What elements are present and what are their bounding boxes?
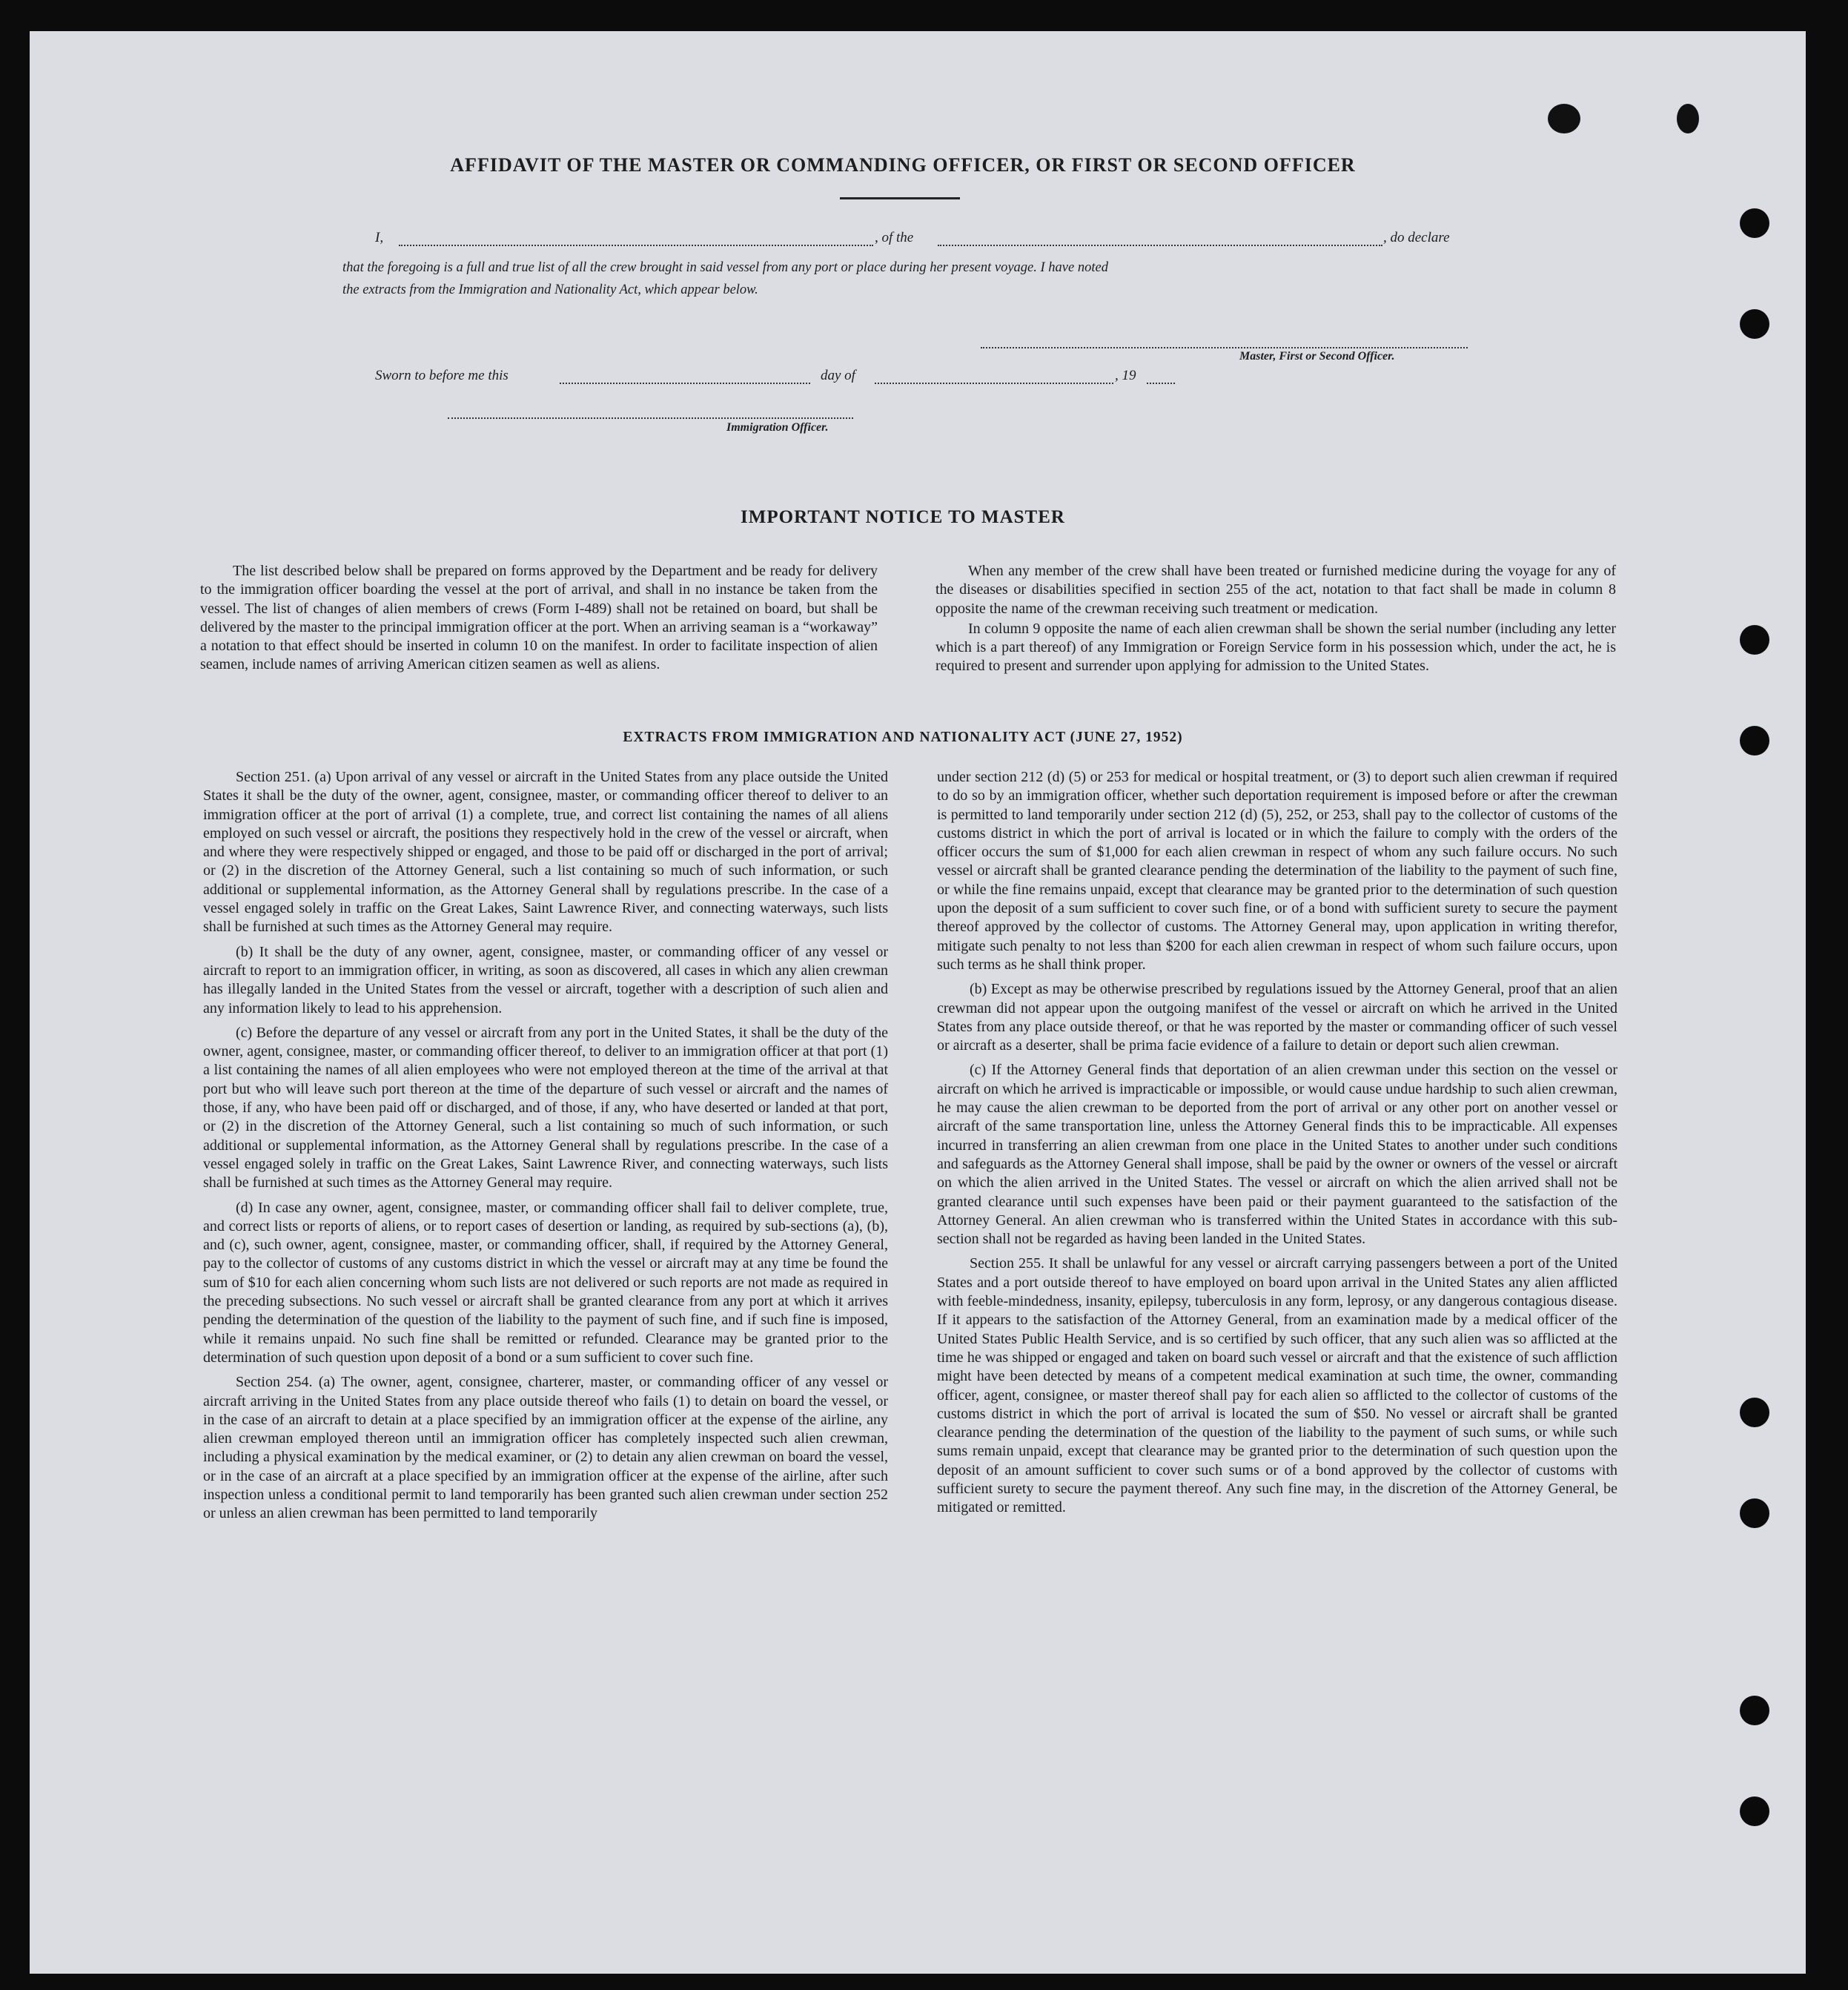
extracts-right-column [937,768,1617,1524]
notice-right-paragraph-1: When any member of the crew shall have been treated or furnished medicine during the voyage for any of the diseases or disabilities specified in section 255 of the act, notation to that fact shall be made in column 8 opposite the name of the crewman receiving such treatment or medication. [935,563,1616,617]
punch-hole [1740,625,1769,655]
notice-right-paragraph-2: In column 9 opposite the name of each alien crewman shall be shown the serial number (including any letter which is a part thereof) of any Immigration or Foreign Service form in his possession which, under the act, he is required to present and surrender upon applying for admission to the United States. [935,620,1616,675]
notice-left-paragraph: The list described below shall be prepared on forms approved by the Department and be ready for delivery to the immigration officer boarding the vessel at the port of arrival, and shall in no instance be taken from the vessel. The list of changes of alien members of crews (Form I-489) shall not be retained on board, but shall be delivered by the master to the principal immigration officer at the port. When an arriving seaman is a “workaway” a notation to that effect should be inserted in column 10 on the manifest. In order to facilitate inspection of alien seamen, include names of arriving American citizen seamen as well as aliens. [200,563,878,673]
sworn-label: Sworn to before me this [375,368,509,383]
officer-signature-line[interactable] [448,417,853,419]
affidavit-statement-line-2: the extracts from the Immigration and Nationality Act, which appear below. [342,282,758,297]
year-blank[interactable] [1147,383,1175,384]
day-of-label: day of [821,368,855,383]
notice-title: IMPORTANT NOTICE TO MASTER [741,507,1065,527]
extracts-title: EXTRACTS FROM IMMIGRATION AND NATIONALITY ACT (JUNE 27, 1952) [623,730,1183,745]
punch-hole [1740,1696,1769,1725]
notice-left-column [200,562,878,681]
vessel-blank[interactable] [938,245,1382,246]
punch-hole [1740,1498,1769,1528]
punch-hole [1740,1398,1769,1427]
section-251-d: (d) In case any owner, agent, consignee, master, or commanding officer shall fail to deliver complete, true, and correct lists or reports of aliens, or to report cases of desertion or landing, as required by sub-sections (a), (b), and (c), such owner, agent, consignee, master, or commanding officer, shall, if required by the Attorney General, pay to the collector of customs of any customs district in which the vessel or aircraft may at any time be found the sum of $10 for each alien concerning whom such lists are not delivered or such reports are not made as required in the preceding subsections. No such vessel or aircraft shall be granted clearance from any port at which it arrives pending the determination of the question of the liability to the payment of such fine, and if such fine is imposed, while it remains unpaid. No such fine shall be remitted or refunded. Clearance may be granted prior to the determination of such question upon deposit of a bond or a sum sufficient to cover such fine. [203,1199,888,1366]
section-255: Section 255. It shall be unlawful for any vessel or aircraft carrying passengers between a port of the United States and a port outside thereof to have employed on board upon arrival in the United States any alien afflicted with feeble-mindedness, insanity, epilepsy, tuberculosis in any form, leprosy, or any dangerous contagious disease. If it appears to the satisfaction of the Attorney General, from an examination made by a medical officer of the United States Public Health Service, and is so certified by such officer, that any such alien was so afflicted at the time he was shipped or engaged and taken on board such vessel or aircraft and that the existence of such affliction might have been detected by means of a competent medical examination at such time, the owner, commanding officer, agent, consignee, or master thereof shall pay for each alien so afflicted to the collector of customs of the customs district in which the port of arrival is located the sum of $50. No vessel or aircraft shall be granted clearance pending the determination of the question of the liability to the payment of such sums, or while such sums remain unpaid, except that clearance may be granted prior to the determination of such question upon the deposit of an amount sufficient to cover such sums or of a bond approved by the collector of customs with sufficient surety to secure the payment thereof. Any such fine may, in the discretion of the Attorney General, be mitigated or remitted. [937,1255,1617,1516]
extracts-left-column [203,768,888,1530]
year-label: , 19 [1115,368,1136,383]
month-blank[interactable] [875,383,1113,384]
affidavit-do-declare-label: , do declare [1383,230,1450,245]
section-254-c: (c) If the Attorney General finds that deportation of an alien crewman under this section on the vessel or aircraft on which he arrived is impracticable or impossible, or would cause undue hardship to such alien crewman, he may cause the alien crewman to be deported from the port of arrival or any other port on another vessel or aircraft of the same transportation line, unless the Attorney General finds this to be impracticable. All expenses incurred in transferring an alien crewman from one place in the United States to another under such conditions and safeguards as the Attorney General shall impose, shall be paid by the owner or owners of the vessel or aircraft on which the alien arrived in the United States. The vessel or aircraft on which the alien arrived shall not be granted clearance until such expenses have been paid or their payment guaranteed to the satisfaction of the Attorney General. An alien crewman who is transferred within the United States in accordance with this sub-section shall not be regarded as having been landed in the United States. [937,1062,1617,1248]
notice-right-column [935,562,1616,682]
ink-blot [1677,104,1699,133]
section-251-c: (c) Before the departure of any vessel or aircraft from any port in the United States, it shall be the duty of the owner, agent, consignee, master, or commanding officer thereof, to deliver to an immigration officer at that port (1) a list containing the names of all alien employees who were not employed thereon at the time of the arrival at that port but who will leave such port thereon at the time of the departure of such vessel or aircraft and the names of those, if any, who have been paid off or discharged, and of those, if any, who have deserted or landed at that port, or (2) in the discretion of the Attorney General, such a list containing so much of such information, or such additional or supplemental information, as the Attorney General shall by regulations prescribe. In the case of a vessel engaged solely in traffic on the Great Lakes, Saint Lawrence River, and connecting waterways, such lists shall be furnished at such times as the Attorney General may require. [203,1024,888,1191]
section-254-a-continued: under section 212 (d) (5) or 253 for medical or hospital treatment, or (3) to deport such alien crewman if required to do so by an immigration officer, whether such deportation requirement is imposed before or after the crewman is permitted to land temporarily under section 212 (d) (5), 252, or 253, shall pay to the collector of customs of the customs district in which the port of arrival is located or in which the failure to comply with the orders of the officer occurs the sum of $1,000 for each alien crewman in respect of whom any such failure occurs. No such vessel or aircraft shall be granted clearance pending the determination of the liability to the payment of such fine, or while the fine remains unpaid, except that clearance may be granted prior to the determination of such question upon the deposit of a sum sufficient to cover such fine, or of a bond with sufficient surety to secure the payment thereof approved by the collector of customs. The Attorney General may, upon application in writing therefor, mitigate such penalty to not less than $200 for each alien crewman in respect of whom such failure occurs, upon such terms as he shall think proper. [937,769,1617,973]
sworn-date-blank[interactable] [560,383,810,384]
master-signature-label: Master, First or Second Officer. [1239,350,1395,363]
punch-hole [1740,309,1769,339]
ink-blot [1548,104,1580,133]
title-rule [840,197,960,199]
punch-hole [1740,1796,1769,1826]
affidavit-of-the-label: , of the [875,230,914,245]
affidavit-i-label: I, [375,230,384,245]
affidavit-title: AFFIDAVIT OF THE MASTER OR COMMANDING OFFICER, OR FIRST OR SECOND OFFICER [450,154,1356,176]
affidavit-statement-line-1: that the foregoing is a full and true list of all the crew brought in said vessel from any port or place during her present voyage. I have noted [342,260,1108,275]
section-254-b: (b) Except as may be otherwise prescribed by regulations issued by the Attorney General, proof that an alien crewman did not appear upon the outgoing manifest of the vessel or aircraft on which he arrived in the United States from any place outside thereof, or that he was reported by the master or commanding officer of such vessel or aircraft as a deserter, shall be prima facie evidence of a failure to detain or deport such alien crewman. [937,981,1617,1054]
section-254-a: Section 254. (a) The owner, agent, consignee, charterer, master, or commanding officer of any vessel or aircraft arriving in the United States from any place outside thereof who fails (1) to detain on board the vessel, or in the case of an aircraft to detain at a place specified by an immigration officer at the expense of the airline, any alien crewman employed thereon until an immigration officer has completely inspected such alien crewman, including a physical examination by the medical examiner, or (2) to detain any alien crewman on board the vessel, or in the case of an aircraft at a place specified by an immigration officer at the expense of the airline, after such inspection unless a conditional permit to land temporarily has been granted such alien crewman under section 252 or unless an alien crewman has been permitted to land temporarily [203,1374,888,1522]
section-251-b: (b) It shall be the duty of any owner, agent, consignee, master, or commanding officer of any vessel or aircraft to report to an immigration officer, in writing, as soon as discovered, all cases in which any alien crewman has illegally landed in the United States from the vessel or aircraft, together with a description of such alien and any information likely to lead to his apprehension. [203,943,888,1017]
master-signature-line[interactable] [981,347,1468,348]
section-251-a: Section 251. (a) Upon arrival of any vessel or aircraft in the United States from any place outside the United States it shall be the duty of the owner, agent, consignee, master, or commanding officer thereof to deliver to an immigration officer at the port of arrival (1) a complete, true, and correct list containing the names of all aliens employed on such vessel or aircraft, the positions they respectively hold in the crew of the vessel or aircraft, when and where they were respectively shipped or engaged, and those to be paid off or discharged in the port of arrival; or (2) in the discretion of the Attorney General, such a list containing so much of such information, or such additional or supplemental information, as the Attorney General shall by regulations prescribe. In the case of a vessel engaged solely in traffic on the Great Lakes, Saint Lawrence River, and connecting waterways, such lists shall be furnished at such times as the Attorney General may require. [203,769,888,936]
punch-hole [1740,208,1769,238]
officer-signature-label: Immigration Officer. [726,421,829,434]
name-blank[interactable] [399,245,873,246]
